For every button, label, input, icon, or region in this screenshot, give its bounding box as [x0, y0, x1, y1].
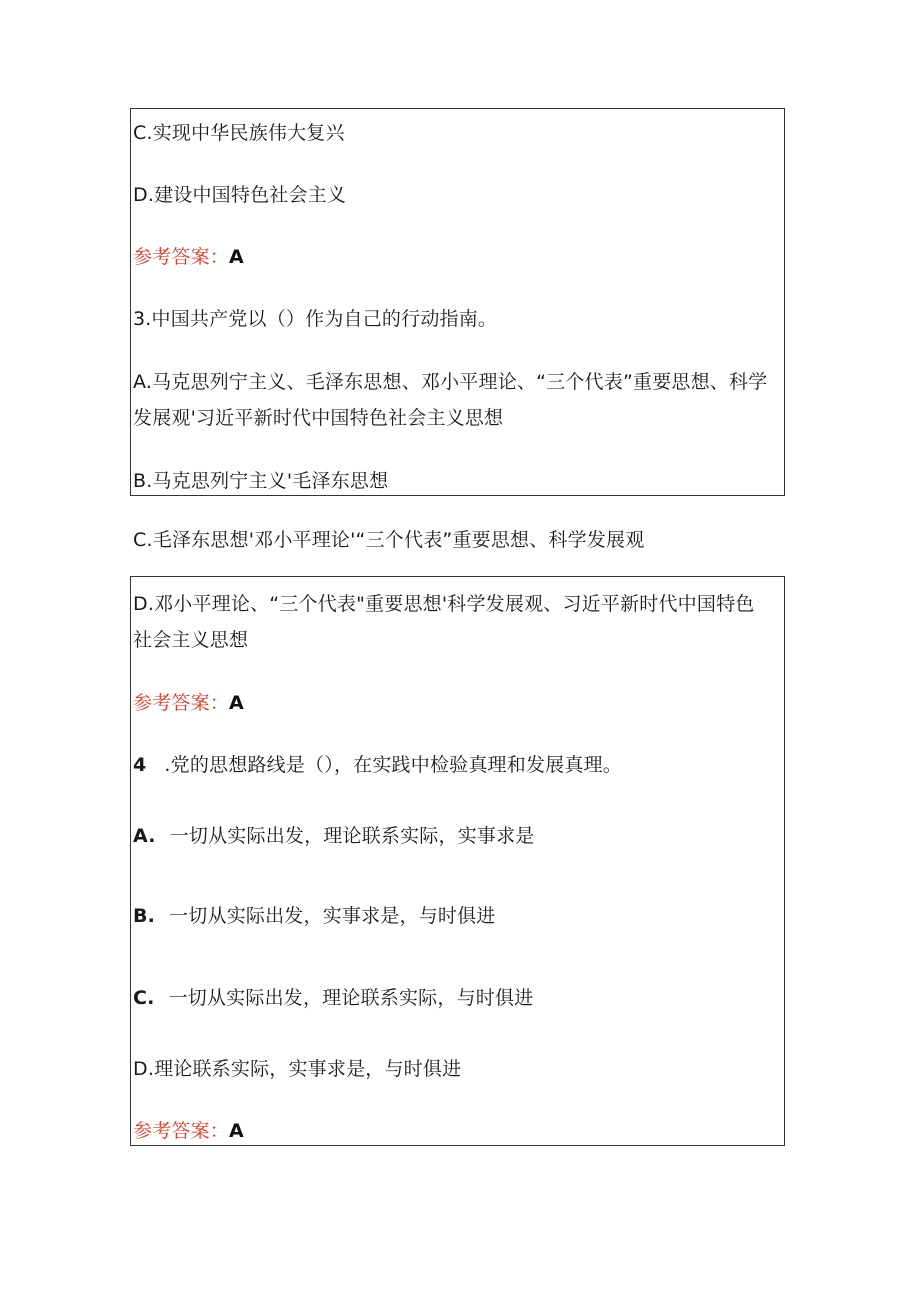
answer-label: 参考答案：	[133, 246, 230, 268]
question-text: .党的思想路线是（），在实践中检验真理和发展真理。	[164, 754, 622, 776]
option-a-q4	[133, 824, 535, 848]
page-frame-top	[130, 108, 785, 496]
option-d-q4: D.理论联系实际，实事求是，与时俱进	[133, 1058, 462, 1080]
option-letter: B.	[133, 905, 156, 927]
option-b-q3: B.马克思列宁主义'毛泽东思想	[133, 470, 389, 492]
option-text: 一切从实际出发，理论联系实际，实事求是	[169, 825, 535, 847]
answer-value: A	[229, 692, 244, 714]
option-a-q3: A.马克思列宁主义、毛泽东思想、邓小平理论、“三个代表”重要思想、科学发展观'习近平新时代中国特色社会主义思想	[133, 371, 768, 429]
question-number: 4	[133, 754, 147, 776]
option-d-q3: D.邓小平理论、“三个代表"重要思想'科学发展观、习近平新时代中国特色社会主义思想	[133, 593, 755, 651]
answer-value: A	[229, 1120, 244, 1142]
option-c-q2: C.实现中华民族伟大复兴	[133, 122, 345, 144]
answer-label: 参考答案：	[133, 692, 230, 714]
option-letter: A.	[133, 825, 156, 847]
answer-label: 参考答案：	[133, 1120, 230, 1142]
option-b-q4	[133, 904, 496, 928]
answer-value: A	[229, 246, 244, 268]
option-c-q4	[133, 986, 533, 1010]
answer-q4	[133, 1119, 244, 1143]
question-4	[133, 753, 622, 777]
option-text: 一切从实际出发，理论联系实际，与时俱进	[168, 987, 534, 1009]
option-letter: C.	[133, 987, 155, 1009]
answer-q3	[133, 691, 244, 715]
option-c-q3: C.毛泽东思想'邓小平理论'“三个代表”重要思想、科学发展观	[133, 529, 645, 551]
option-text: 一切从实际出发，实事求是，与时俱进	[169, 905, 496, 927]
question-3: 3.中国共产党以（）作为自己的行动指南。	[133, 308, 498, 330]
answer-q2	[133, 245, 244, 269]
option-d-q2: D.建设中国特色社会主义	[133, 184, 347, 206]
